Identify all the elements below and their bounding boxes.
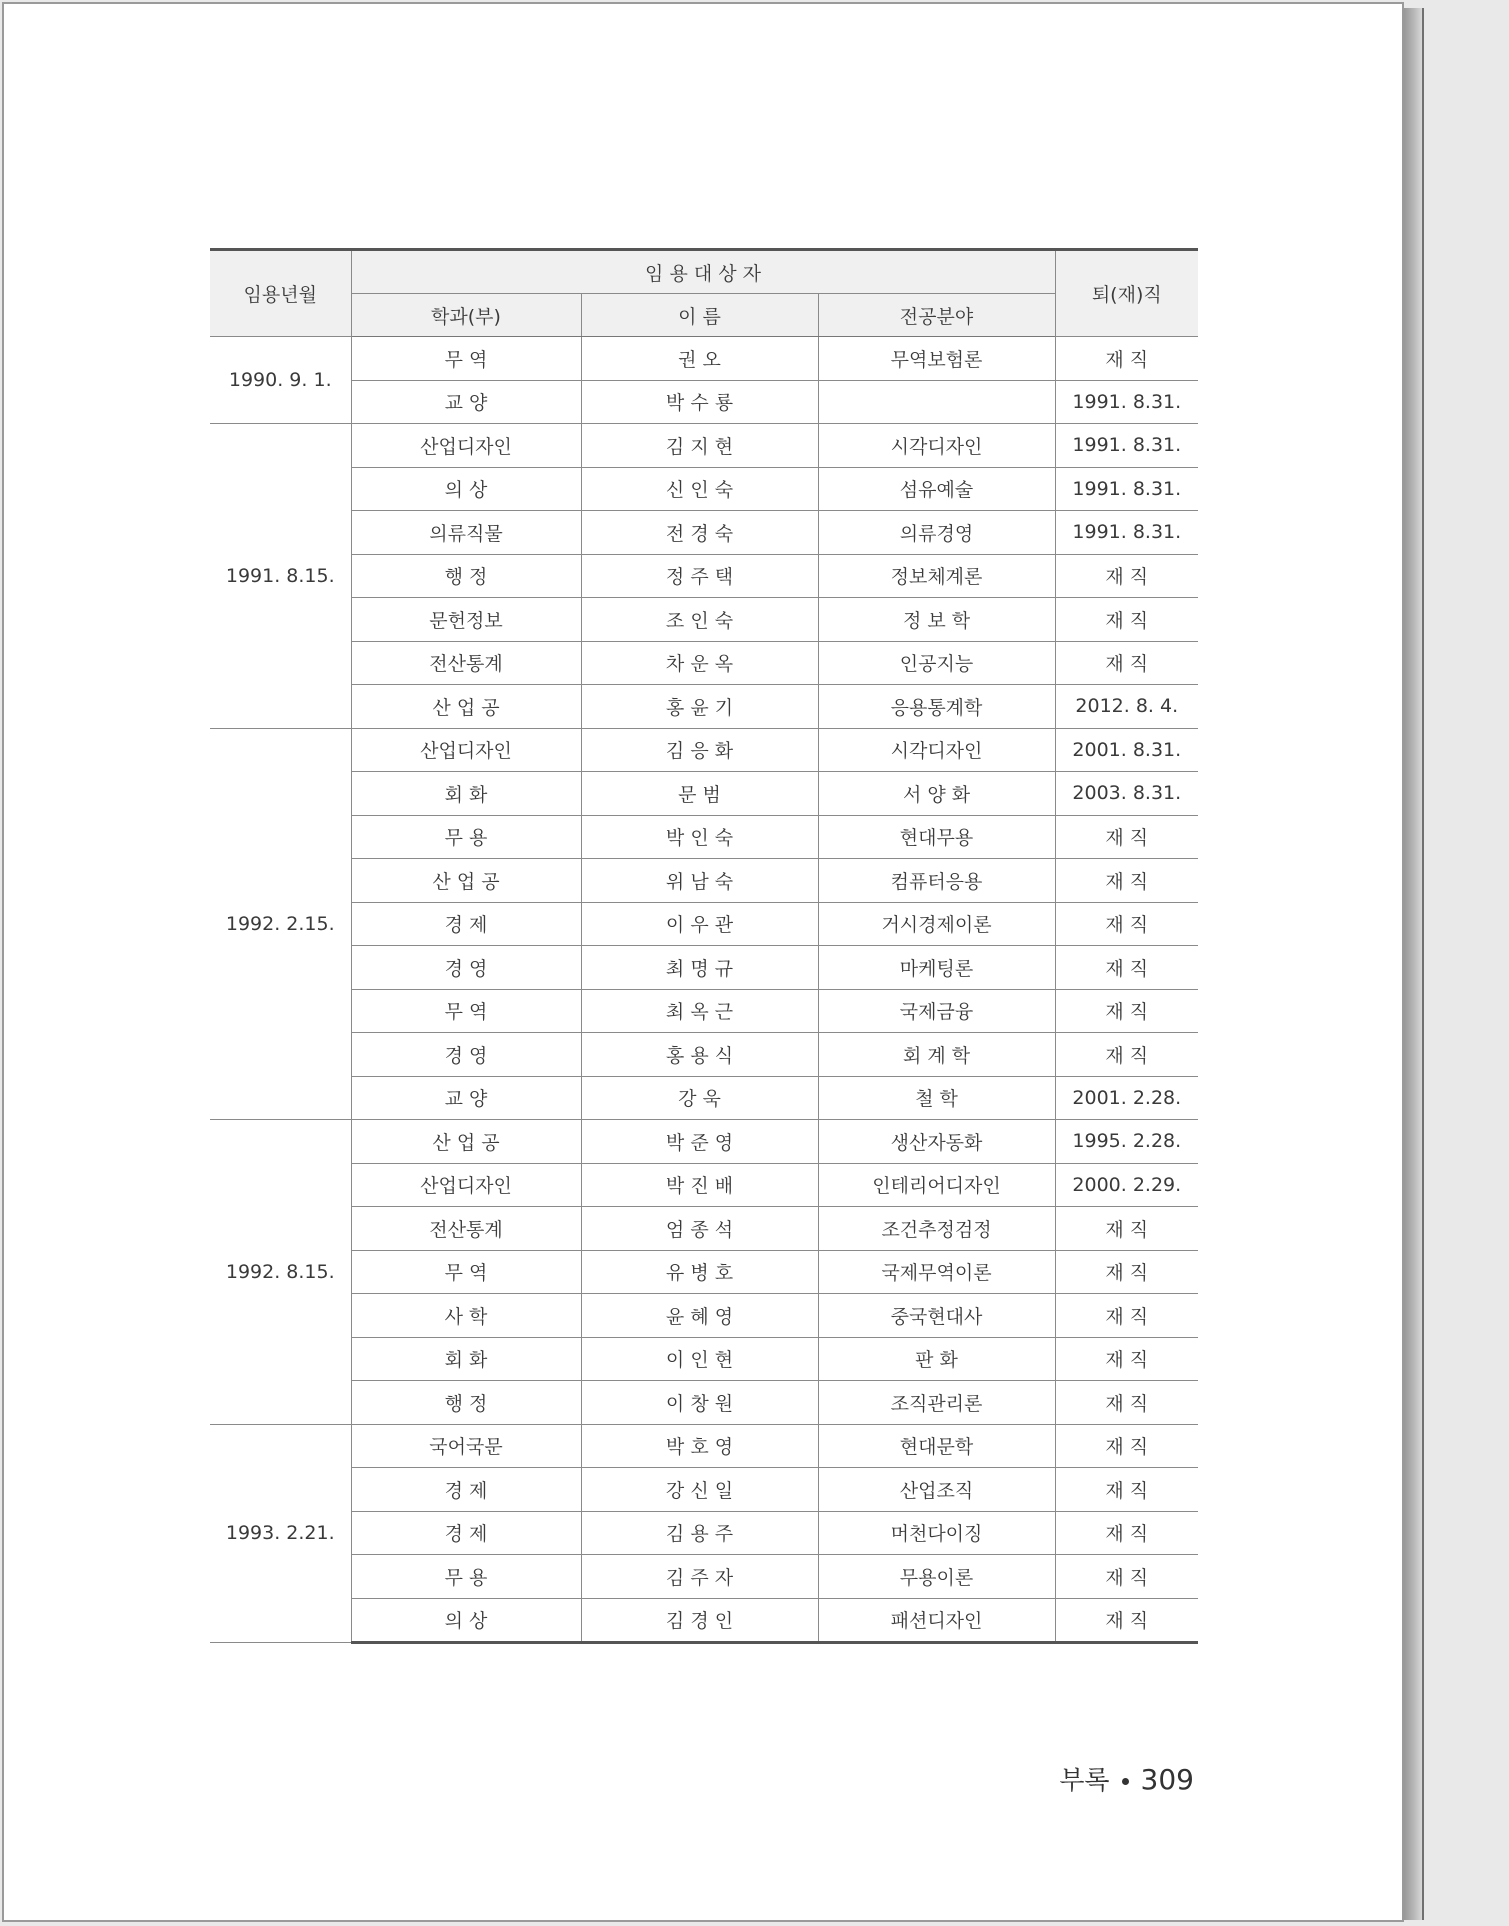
page-number: 309 xyxy=(1140,1763,1194,1796)
field-cell: 응용통계학 xyxy=(818,685,1055,729)
status-cell: 재 직 xyxy=(1055,1294,1198,1338)
field-cell: 조직관리론 xyxy=(818,1381,1055,1425)
header-status: 퇴(재)직 xyxy=(1055,250,1198,337)
table-body xyxy=(210,337,1198,1643)
field-cell: 철 학 xyxy=(818,1076,1055,1120)
name-cell: 윤 혜 영 xyxy=(581,1294,818,1338)
appointment-date-cell: 1990. 9. 1. xyxy=(210,337,351,424)
name-cell: 최 명 규 xyxy=(581,946,818,990)
name-cell: 엄 종 석 xyxy=(581,1207,818,1251)
name-cell: 이 창 원 xyxy=(581,1381,818,1425)
field-cell: 정 보 학 xyxy=(818,598,1055,642)
status-cell: 재 직 xyxy=(1055,989,1198,1033)
table-row xyxy=(210,1555,1198,1599)
table-row xyxy=(210,946,1198,990)
department-cell: 행 정 xyxy=(351,1381,581,1425)
field-cell: 현대문학 xyxy=(818,1424,1055,1468)
name-cell: 신 인 숙 xyxy=(581,467,818,511)
department-cell: 산업디자인 xyxy=(351,728,581,772)
table-row xyxy=(210,1598,1198,1643)
table-row xyxy=(210,1207,1198,1251)
table-header xyxy=(210,250,1198,337)
status-cell: 재 직 xyxy=(1055,1598,1198,1643)
status-cell: 1995. 2.28. xyxy=(1055,1120,1198,1164)
bullet-icon xyxy=(1122,1778,1129,1785)
status-cell: 2000. 2.29. xyxy=(1055,1163,1198,1207)
field-cell: 산업조직 xyxy=(818,1468,1055,1512)
field-cell: 머천다이징 xyxy=(818,1511,1055,1555)
name-cell: 김 주 자 xyxy=(581,1555,818,1599)
header-year-month: 임용년월 xyxy=(210,250,351,337)
status-cell: 재 직 xyxy=(1055,859,1198,903)
name-cell: 김 응 화 xyxy=(581,728,818,772)
appointment-date-cell: 1991. 8.15. xyxy=(210,424,351,729)
table-row xyxy=(210,511,1198,555)
department-cell: 전산통계 xyxy=(351,641,581,685)
table-row xyxy=(210,337,1198,381)
table-row xyxy=(210,1511,1198,1555)
table-row xyxy=(210,1468,1198,1512)
name-cell: 김 경 인 xyxy=(581,1598,818,1643)
field-cell: 생산자동화 xyxy=(818,1120,1055,1164)
field-cell: 마케팅론 xyxy=(818,946,1055,990)
status-cell: 재 직 xyxy=(1055,1337,1198,1381)
table-row xyxy=(210,728,1198,772)
table-row xyxy=(210,685,1198,729)
department-cell: 산 업 공 xyxy=(351,685,581,729)
table-row xyxy=(210,989,1198,1033)
name-cell: 박 준 영 xyxy=(581,1120,818,1164)
field-cell: 시각디자인 xyxy=(818,424,1055,468)
field-cell: 조건추정검정 xyxy=(818,1207,1055,1251)
status-cell: 재 직 xyxy=(1055,1033,1198,1077)
field-cell: 무용이론 xyxy=(818,1555,1055,1599)
status-cell: 재 직 xyxy=(1055,554,1198,598)
field-cell: 의류경영 xyxy=(818,511,1055,555)
name-cell: 전 경 숙 xyxy=(581,511,818,555)
name-cell: 박 수 룡 xyxy=(581,380,818,424)
table-row xyxy=(210,772,1198,816)
field-cell: 인테리어디자인 xyxy=(818,1163,1055,1207)
field-cell: 섬유예술 xyxy=(818,467,1055,511)
table-row xyxy=(210,1424,1198,1468)
status-cell: 재 직 xyxy=(1055,815,1198,859)
name-cell: 이 인 현 xyxy=(581,1337,818,1381)
field-cell: 무역보험론 xyxy=(818,337,1055,381)
status-cell: 1991. 8.31. xyxy=(1055,380,1198,424)
field-cell: 국제무역이론 xyxy=(818,1250,1055,1294)
name-cell: 문 범 xyxy=(581,772,818,816)
name-cell: 홍 윤 기 xyxy=(581,685,818,729)
name-cell: 박 인 숙 xyxy=(581,815,818,859)
appointment-table xyxy=(210,248,1198,1644)
status-cell: 재 직 xyxy=(1055,1424,1198,1468)
status-cell: 재 직 xyxy=(1055,641,1198,685)
status-cell: 2001. 8.31. xyxy=(1055,728,1198,772)
name-cell: 이 우 관 xyxy=(581,902,818,946)
name-cell: 김 지 현 xyxy=(581,424,818,468)
department-cell: 무 용 xyxy=(351,1555,581,1599)
table-row xyxy=(210,641,1198,685)
status-cell: 1991. 8.31. xyxy=(1055,424,1198,468)
table-row xyxy=(210,554,1198,598)
table-row xyxy=(210,815,1198,859)
field-cell: 인공지능 xyxy=(818,641,1055,685)
department-cell: 경 영 xyxy=(351,946,581,990)
table-row xyxy=(210,598,1198,642)
status-cell: 재 직 xyxy=(1055,1250,1198,1294)
department-cell: 무 용 xyxy=(351,815,581,859)
field-cell: 판 화 xyxy=(818,1337,1055,1381)
status-cell: 1991. 8.31. xyxy=(1055,511,1198,555)
department-cell: 국어국문 xyxy=(351,1424,581,1468)
table-row xyxy=(210,380,1198,424)
field-cell: 국제금융 xyxy=(818,989,1055,1033)
status-cell: 2003. 8.31. xyxy=(1055,772,1198,816)
name-cell: 정 주 택 xyxy=(581,554,818,598)
name-cell: 박 호 영 xyxy=(581,1424,818,1468)
field-cell: 거시경제이론 xyxy=(818,902,1055,946)
department-cell: 산 업 공 xyxy=(351,859,581,903)
department-cell: 의류직물 xyxy=(351,511,581,555)
table-row xyxy=(210,1250,1198,1294)
table-row xyxy=(210,424,1198,468)
appointment-date-cell: 1992. 2.15. xyxy=(210,728,351,1120)
department-cell: 행 정 xyxy=(351,554,581,598)
department-cell: 교 양 xyxy=(351,380,581,424)
name-cell: 권 오 xyxy=(581,337,818,381)
status-cell: 재 직 xyxy=(1055,1468,1198,1512)
department-cell: 문헌정보 xyxy=(351,598,581,642)
field-cell: 시각디자인 xyxy=(818,728,1055,772)
department-cell: 무 역 xyxy=(351,989,581,1033)
header-field: 전공분야 xyxy=(818,294,1055,337)
department-cell: 경 제 xyxy=(351,902,581,946)
appointment-date-cell: 1992. 8.15. xyxy=(210,1120,351,1425)
header-department: 학과(부) xyxy=(351,294,581,337)
page-footer xyxy=(1059,1760,1194,1797)
department-cell: 산업디자인 xyxy=(351,424,581,468)
table-row xyxy=(210,1163,1198,1207)
table-row xyxy=(210,1381,1198,1425)
footer-section: 부록 xyxy=(1059,1766,1110,1796)
name-cell: 박 진 배 xyxy=(581,1163,818,1207)
name-cell: 강 신 일 xyxy=(581,1468,818,1512)
table-row xyxy=(210,1120,1198,1164)
field-cell: 컴퓨터응용 xyxy=(818,859,1055,903)
table-row xyxy=(210,1337,1198,1381)
field-cell: 회 계 학 xyxy=(818,1033,1055,1077)
name-cell: 김 용 주 xyxy=(581,1511,818,1555)
table-row xyxy=(210,859,1198,903)
department-cell: 회 화 xyxy=(351,1337,581,1381)
field-cell: 패션디자인 xyxy=(818,1598,1055,1643)
department-cell: 경 영 xyxy=(351,1033,581,1077)
table-row xyxy=(210,1033,1198,1077)
status-cell: 재 직 xyxy=(1055,337,1198,381)
document-page xyxy=(2,2,1404,1922)
status-cell: 재 직 xyxy=(1055,1381,1198,1425)
header-appointees: 임 용 대 상 자 xyxy=(351,250,1055,294)
department-cell: 무 역 xyxy=(351,337,581,381)
department-cell: 산 업 공 xyxy=(351,1120,581,1164)
status-cell: 1991. 8.31. xyxy=(1055,467,1198,511)
name-cell: 유 병 호 xyxy=(581,1250,818,1294)
status-cell: 2012. 8. 4. xyxy=(1055,685,1198,729)
field-cell: 서 양 화 xyxy=(818,772,1055,816)
name-cell: 강 욱 xyxy=(581,1076,818,1120)
status-cell: 2001. 2.28. xyxy=(1055,1076,1198,1120)
header-name: 이 름 xyxy=(581,294,818,337)
name-cell: 홍 용 식 xyxy=(581,1033,818,1077)
department-cell: 의 상 xyxy=(351,467,581,511)
department-cell: 교 양 xyxy=(351,1076,581,1120)
field-cell: 현대무용 xyxy=(818,815,1055,859)
status-cell: 재 직 xyxy=(1055,1207,1198,1251)
table-row xyxy=(210,1076,1198,1120)
department-cell: 전산통계 xyxy=(351,1207,581,1251)
department-cell: 경 제 xyxy=(351,1511,581,1555)
department-cell: 회 화 xyxy=(351,772,581,816)
status-cell: 재 직 xyxy=(1055,598,1198,642)
status-cell: 재 직 xyxy=(1055,946,1198,990)
department-cell: 의 상 xyxy=(351,1598,581,1643)
table-row xyxy=(210,902,1198,946)
department-cell: 산업디자인 xyxy=(351,1163,581,1207)
field-cell: 중국현대사 xyxy=(818,1294,1055,1338)
table-row xyxy=(210,467,1198,511)
name-cell: 차 운 옥 xyxy=(581,641,818,685)
table-row xyxy=(210,1294,1198,1338)
department-cell: 무 역 xyxy=(351,1250,581,1294)
field-cell: 정보체계론 xyxy=(818,554,1055,598)
status-cell: 재 직 xyxy=(1055,1511,1198,1555)
department-cell: 경 제 xyxy=(351,1468,581,1512)
name-cell: 조 인 숙 xyxy=(581,598,818,642)
status-cell: 재 직 xyxy=(1055,1555,1198,1599)
field-cell xyxy=(818,380,1055,424)
name-cell: 최 옥 근 xyxy=(581,989,818,1033)
department-cell: 사 학 xyxy=(351,1294,581,1338)
name-cell: 위 남 숙 xyxy=(581,859,818,903)
appointment-date-cell: 1993. 2.21. xyxy=(210,1424,351,1643)
status-cell: 재 직 xyxy=(1055,902,1198,946)
